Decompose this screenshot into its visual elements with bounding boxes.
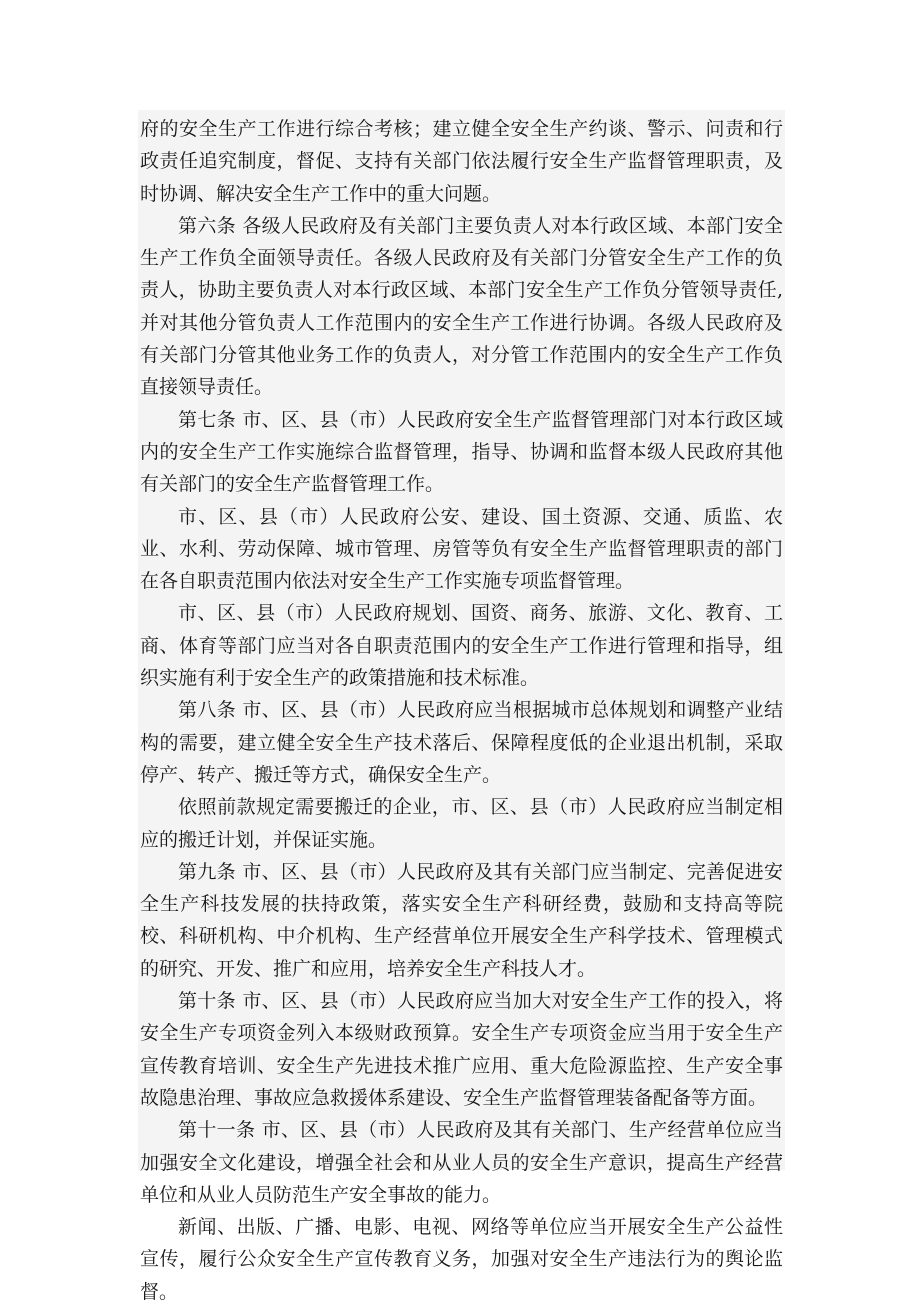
paragraph-article-8: 第八条 市、区、县（市）人民政府应当根据城市总体规划和调整产业结构的需要，建立健全安全生产技术落后、保障程度低的企业退出机制，采取停产、转产、搬迁等方式，确保安全生产。 (140, 699, 783, 786)
paragraph-article-7: 第七条 市、区、县（市）人民政府安全生产监督管理部门对本行政区域内的安全生产工作实施综合监督管理，指导、协调和监督本级人民政府其他有关部门的安全生产监督管理工作。 (140, 408, 783, 496)
paragraph-article-10: 第十条 市、区、县（市）人民政府应当加大对安全生产工作的投入，将安全生产专项资金列入本级财政预算。安全生产专项资金应当用于安全生产宣传教育培训、安全生产先进技术推广应用、重大危险源监控、生产安全事故隐患治理、事故应急救援体系建设、安全生产监督管理装备配备等方面。 (140, 990, 783, 1109)
paragraph-article-11-clause-2: 新闻、出版、广播、电影、电视、网络等单位应当开展安全生产公益性宣传，履行公众安全生产宣传教育义务，加强对安全生产违法行为的舆论监督。 (140, 1216, 783, 1303)
paragraph-article-7-clause-3: 市、区、县（市）人民政府规划、国资、商务、旅游、文化、教育、工商、体育等部门应当对各自职责范围内的安全生产工作进行管理和指导，组织实施有利于安全生产的政策措施和技术标准。 (140, 602, 783, 690)
paragraph-article-8-clause-2: 依照前款规定需要搬迁的企业，市、区、县（市）人民政府应当制定相应的搬迁计划，并保证实施。 (140, 796, 783, 851)
document-text-block (138, 110, 785, 1303)
paragraph-article-6: 第六条 各级人民政府及有关部门主要负责人对本行政区域、本部门安全生产工作负全面领导责任。各级人民政府及有关部门分管安全生产工作的负责人，协助主要负责人对本行政区域、本部门安全生产工作负分管领导责任,并对其他分管负责人工作范围内的安全生产工作进行协调。各级人民政府及有关部门分管其他业务工作的负责人，对分管工作范围内的安全生产工作负直接领导责任。 (140, 214, 783, 399)
paragraph-article-9: 第九条 市、区、县（市）人民政府及其有关部门应当制定、完善促进安全生产科技发展的扶持政策，落实安全生产科研经费，鼓励和支持高等院校、科研机构、中介机构、生产经营单位开展安全生产科学技术、管理模式的研究、开发、推广和应用，培养安全生产科技人才。 (140, 860, 783, 980)
paragraph-article-7-clause-2: 市、区、县（市）人民政府公安、建设、国土资源、交通、质监、农业、水利、劳动保障、城市管理、房管等负有安全生产监督管理职责的部门在各自职责范围内依法对安全生产工作实施专项监督管理。 (140, 505, 783, 593)
paragraph-continued: 府的安全生产工作进行综合考核；建立健全安全生产约谈、警示、问责和行政责任追究制度，督促、支持有关部门依法履行安全生产监督管理职责，及时协调、解决安全生产工作中的重大问题。 (140, 118, 783, 205)
paragraph-article-11: 第十一条 市、区、县（市）人民政府及其有关部门、生产经营单位应当加强安全文化建设，增强全社会和从业人员的安全生产意识，提高生产经营单位和从业人员防范生产安全事故的能力。 (140, 1119, 783, 1206)
